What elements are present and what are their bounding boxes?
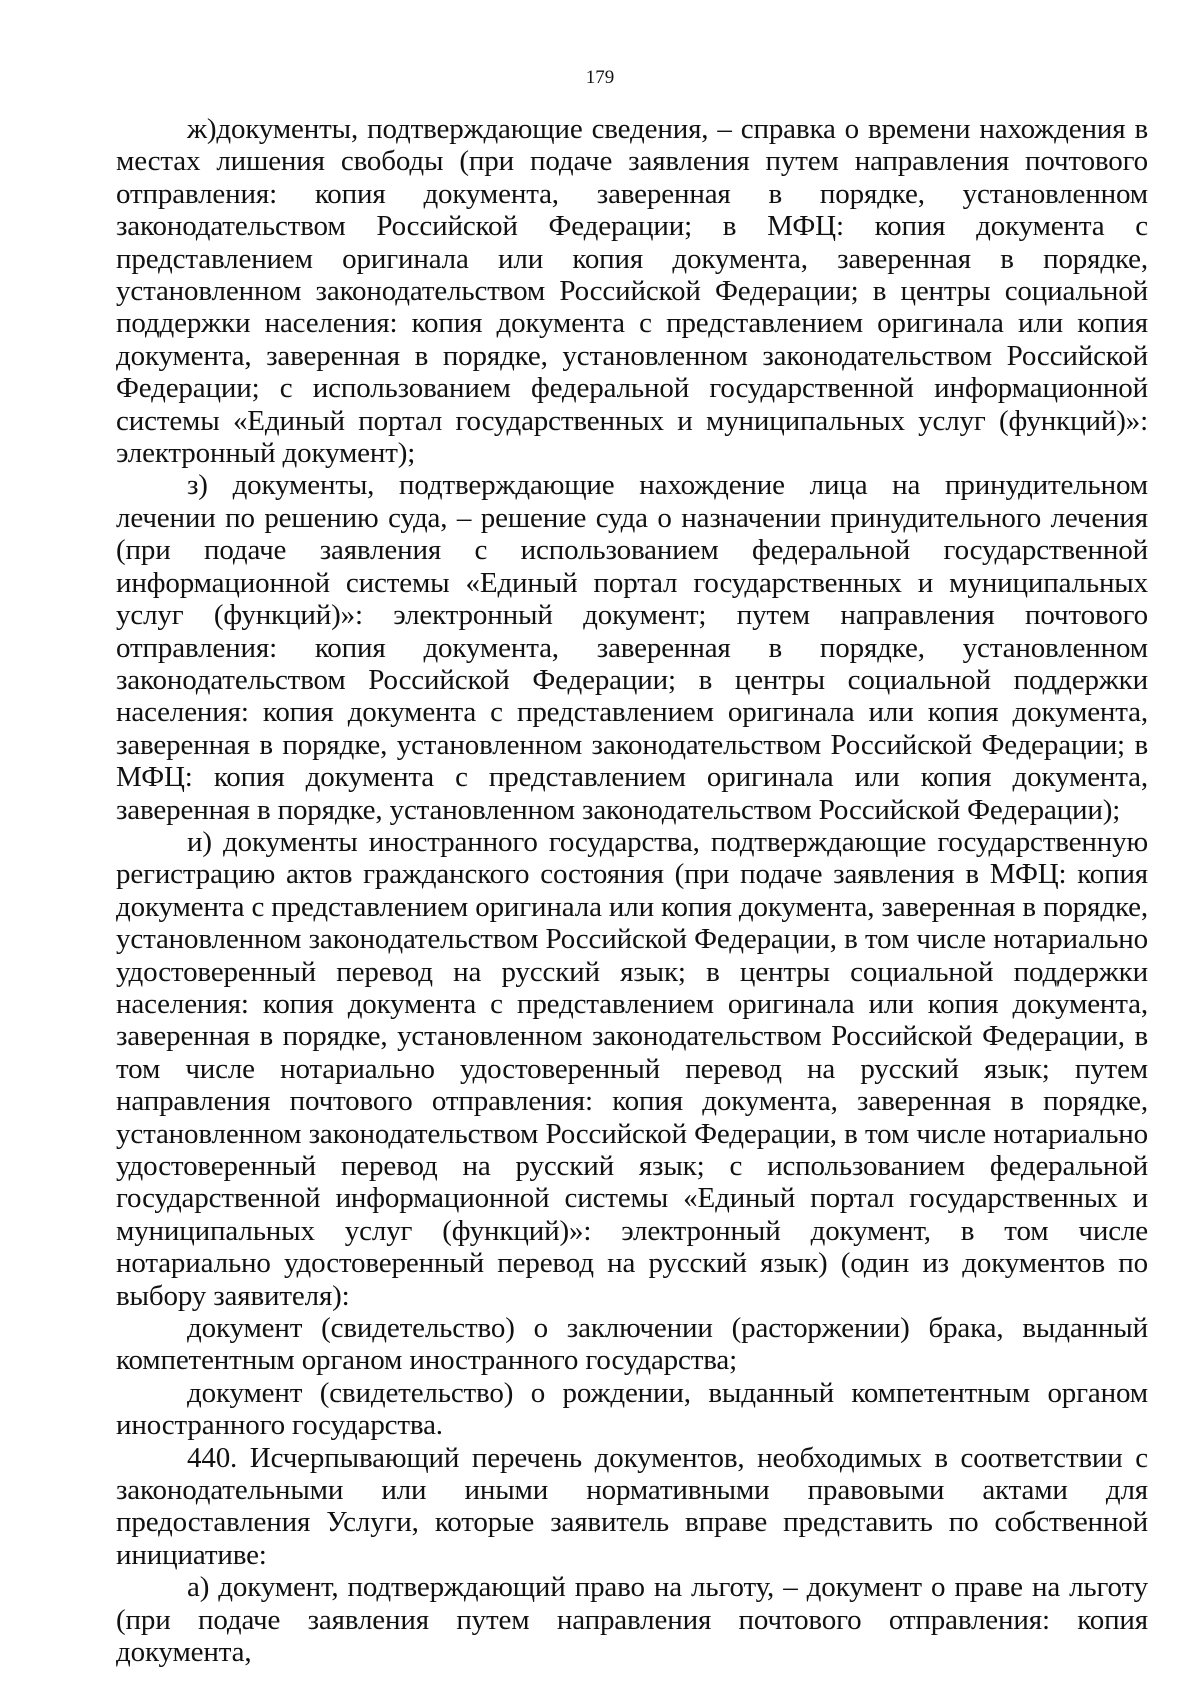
paragraph-item-zh: ж)документы, подтверждающие сведения, – справка о времени нахождения в местах лишения свободы (при подаче заявления путем направления почтового отправления: копия документа, заверенная в порядке, установленном законодательством Российской Федерации; в МФЦ: копия документа с представлением оригинала или копия документа, заверенная в порядке, установленном законодательством Российской Федерации; в центры социальной поддержки населения: копия документа с представлением оригинала или копия документа, заверенная в порядке, установленном законодательством Российской Федерации; с использованием федеральной государственной информационной системы «Единый портал государственных и муниципальных услуг (функций)»: электронный документ);	[116, 113, 1148, 470]
document-body	[116, 113, 1148, 1669]
paragraph-section-440: 440. Исчерпывающий перечень документов, необходимых в соответствии с законодательными или иными нормативными правовыми актами для предоставления Услуги, которые заявитель вправе представить по собственной инициативе:	[116, 1441, 1148, 1571]
paragraph-item-z: з) документы, подтверждающие нахождение лица на принудительном лечении по решению суда, – решение суда о назначении принудительного лечения (при подаче заявления с использованием федеральной государственной информационной системы «Единый портал государственных и муниципальных услуг (функций)»: электронный документ; путем направления почтового отправления: копия документа, заверенная в порядке, установленном законодательством Российской Федерации; в центры социальной поддержки населения: копия документа с представлением оригинала или копия документа, заверенная в порядке, установленном законодательством Российской Федерации; в МФЦ: копия документа с представлением оригинала или копия документа, заверенная в порядке, установленном законодательством Российской Федерации);	[116, 469, 1148, 826]
page-number: 179	[585, 67, 615, 88]
paragraph-birth-certificate: документ (свидетельство) о рождении, выданный компетентным органом иностранного государства.	[116, 1376, 1148, 1442]
paragraph-marriage-certificate: документ (свидетельство) о заключении (расторжении) брака, выданный компетентным органом иностранного государства;	[116, 1312, 1148, 1377]
paragraph-item-i: и) документы иностранного государства, подтверждающие государственную регистрацию актов гражданского состояния (при подаче заявления в МФЦ: копия документа с представлением оригинала или копия документа, заверенная в порядке, установленном законодательством Российской Федерации, в том числе нотариально удостоверенный перевод на русский язык; в центры социальной поддержки населения: копия документа с представлением оригинала или копия документа, заверенная в порядке, установленном законодательством Российской Федерации, в том числе нотариально удостоверенный перевод на русский язык; путем направления почтового отправления: копия документа, заверенная в порядке, установленном законодательством Российской Федерации, в том числе нотариально удостоверенный перевод на русский язык; с использованием федеральной государственной информационной системы «Единый портал государственных и муниципальных услуг (функций)»: электронный документ, в том числе нотариально удостоверенный перевод на русский язык) (один из документов по выбору заявителя):	[116, 825, 1148, 1312]
paragraph-item-a: а) документ, подтверждающий право на льготу, – документ о праве на льготу (при подаче заявления путем направления почтового отправления: копия документа,	[116, 1571, 1148, 1669]
